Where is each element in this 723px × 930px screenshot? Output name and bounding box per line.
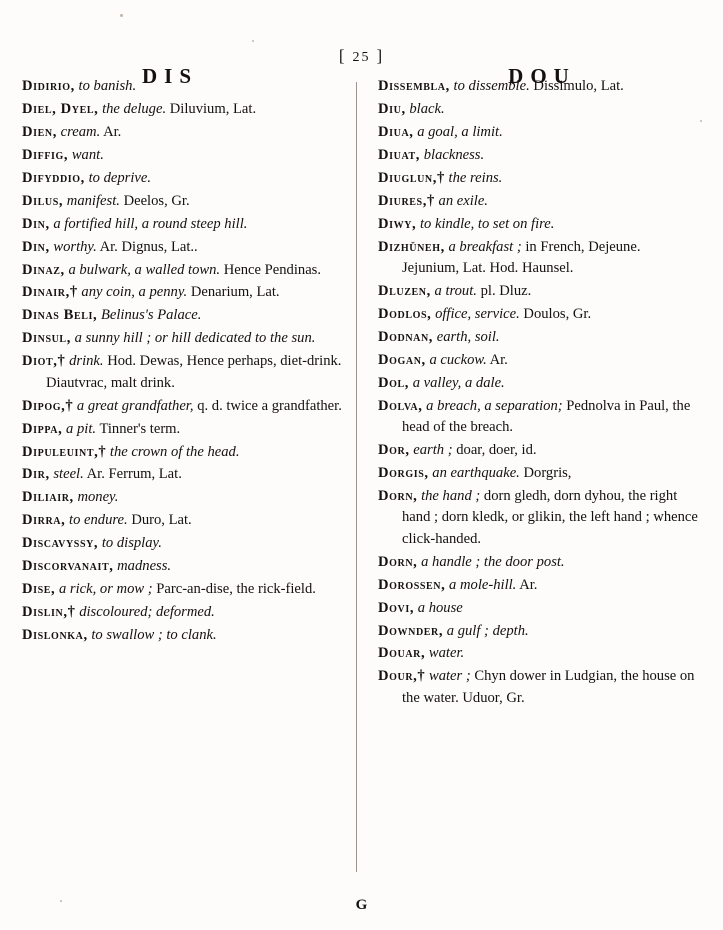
dictionary-entry [378,486,698,550]
dictionary-entry [22,237,342,258]
entry-definition: blackness. [423,146,485,163]
entry-headword: Diuat, [378,146,421,163]
entry-definition: a gulf ; depth. [446,622,529,639]
entry-definition: a fortified hill, a round steep hill. [53,215,248,232]
entry-headword: Dinair,† [22,284,78,301]
entry-headword: Dislonka, [22,627,88,643]
paper-speck [700,120,702,122]
entry-definition: to kindle, to set on fire. [419,215,555,232]
entry-headword: Dislin,† [22,604,76,621]
entry-etymology: Diluvium, Lat. [169,100,257,117]
entry-definition: earth, soil. [436,328,500,345]
entry-headword: Dilus, [22,192,64,209]
entry-headword: Dol, [378,374,410,391]
entry-definition: office, service. [435,305,520,322]
entry-headword: Dluzen, [378,282,431,299]
dictionary-entry [378,99,698,120]
entry-definition: manifest. [66,192,120,209]
entry-headword: Dorossen, [378,576,446,593]
entry-definition: the hand ; [421,487,481,504]
entry-headword: Discorvanait, [22,558,114,575]
dictionary-entry [22,168,342,189]
dictionary-entry [378,145,698,166]
dictionary-entry [378,598,698,619]
entry-etymology: Deelos, Gr. [123,192,190,209]
entry-definition: earth ; [413,442,453,458]
dictionary-entry [378,327,698,348]
dictionary-entry [22,396,342,417]
entry-definition: a cuckow. [429,351,487,368]
entry-headword: Dipuleuint,† [22,443,107,460]
entry-definition: a great grandfather, [76,397,194,414]
signature-mark: G [355,897,368,913]
entry-etymology: Ar. [103,123,122,140]
entry-definition: water. [428,645,465,662]
entry-headword: Discavyssy, [22,535,99,552]
entry-definition: a trout. [434,282,477,299]
entry-definition: want. [71,146,104,163]
entry-headword: Dorn, [378,487,418,504]
entry-etymology: Ar. Ferrum, Lat. [86,466,182,483]
dictionary-entry [22,351,342,394]
entry-etymology: Hod. Dewas, Hence perhaps, diet-drink. Diautvrac, malt drink. [46,353,342,391]
entry-definition: to display. [101,535,162,552]
entry-etymology: dorn gledh, dorn dyhou, the right hand ; dorn kledk, or glikin, the left hand ; whence click-handed. [402,487,698,547]
dictionary-entry [378,350,698,371]
entry-definition: an earthquake. [432,464,520,481]
entry-etymology: Parc-an-dise, the rick-field. [156,581,316,598]
dictionary-entry [378,373,698,394]
entry-definition: a house [417,599,463,616]
entry-etymology: Duro, Lat. [131,512,192,529]
dictionary-entry [378,168,698,189]
entry-definition: drink. [69,353,104,370]
dictionary-entry [22,556,342,577]
entry-headword: Dour,† [378,668,426,685]
entry-definition: a rick, or mow ; [58,581,153,598]
entry-etymology: Ar. Dignus, Lat.. [99,238,198,255]
entry-headword: Dinaz, [22,261,65,278]
dictionary-entry [22,191,342,212]
dictionary-entry [378,304,698,325]
dictionary-entry [22,419,342,440]
dictionary-entry [378,122,698,143]
entry-etymology: Dissimulo, Lat. [533,78,624,94]
entry-headword: Din, [22,215,50,232]
dictionary-entry [378,643,698,664]
entry-headword: Dissembla, [378,78,450,94]
entry-headword: Dodlos, [378,305,432,322]
dictionary-entry [22,145,342,166]
entry-etymology: in French, Dejeune. Jejunium, Lat. Hod. Haunsel. [402,238,641,276]
entry-definition: to deprive. [88,169,152,186]
entry-headword: Diel, Dyel, [22,100,99,117]
dictionary-entry [22,99,342,120]
dictionary-entry [22,260,342,281]
folio-page-number: 25 [352,50,371,65]
entry-etymology: Chyn dower in Ludgian, the house on the water. Uduor, Gr. [402,668,695,706]
entry-headword: Dogan, [378,351,426,368]
entry-definition: to endure. [69,512,128,529]
dictionary-entry [378,666,698,709]
entry-headword: Dolva, [378,397,423,414]
entry-definition: cream. [60,123,101,140]
entry-etymology: Ar. [519,576,538,593]
entry-headword: Diuglun,† [378,169,445,186]
dictionary-entry [22,579,342,600]
dictionary-entry [378,440,698,461]
dictionary-entry [22,214,342,235]
entry-definition: water ; [428,668,471,685]
entry-headword: Dovi, [378,599,415,616]
entry-definition: a sunny hill ; or hill dedicated to the sun. [74,330,316,347]
entry-definition: worthy. [53,238,97,255]
right-column [378,76,698,711]
entry-definition: the reins. [448,169,503,186]
entry-definition: to dissemble. [453,78,530,94]
left-column [22,76,342,648]
entry-headword: Diu, [378,100,406,117]
entry-definition: the crown of the head. [109,443,240,460]
entry-headword: Dorgis, [378,464,429,481]
entry-etymology: pl. Dluz. [480,282,532,299]
entry-definition: a goal, a limit. [417,123,503,140]
entry-definition: black. [409,100,445,117]
dictionary-entry [378,621,698,642]
entry-headword: Diot,† [22,353,66,370]
column-divider-rule [356,82,357,872]
dictionary-entry [22,625,342,646]
entry-headword: Diffig, [22,146,69,163]
entry-etymology: Doulos, Gr. [523,305,592,322]
paper-speck [60,900,62,902]
dictionary-entry [22,533,342,554]
entry-definition: a pit. [66,420,97,437]
entry-headword: Douar, [378,645,426,662]
entry-etymology: q. d. twice a grandfather. [197,397,342,414]
entry-definition: money. [77,489,119,506]
dictionary-entry [22,328,342,349]
entry-headword: Dise, [22,581,56,598]
entry-definition: a bulwark, a walled town. [68,261,221,278]
entry-etymology: Dorgris, [523,464,572,481]
entry-definition: discoloured; deformed. [79,604,215,621]
entry-headword: Diua, [378,123,414,140]
dictionary-entry [22,76,342,97]
entry-definition: an exile. [438,192,488,209]
entry-headword: Din, [22,238,50,255]
running-head-right: DOU [508,64,576,88]
dictionary-entry [378,191,698,212]
entry-headword: Diwy, [378,215,417,232]
entry-definition: to banish. [78,78,137,94]
dictionary-entry [22,442,342,463]
entry-headword: Dipog,† [22,397,74,414]
entry-headword: Dippa, [22,420,63,437]
entry-etymology: doar, doer, id. [456,442,537,458]
entry-headword: Dinas Beli, [22,307,98,324]
dictionary-entry [378,575,698,596]
entry-etymology: Denarium, Lat. [190,284,280,301]
dictionary-entry [378,237,698,280]
entry-definition: steel. [53,466,84,483]
dictionary-entry [22,305,342,326]
entry-definition: a breakfast ; [448,238,522,255]
dictionary-entry [22,122,342,143]
entry-headword: Dorn, [378,553,418,570]
entry-headword: Dir, [22,466,50,483]
entry-definition: to swallow ; to clank. [91,627,217,643]
entry-etymology: Pednolva in Paul, the head of the breach. [402,397,691,436]
paper-speck [120,14,123,17]
dictionary-entry [22,602,342,623]
entry-definition: a mole-hill. [449,576,517,593]
entry-headword: Difyddio, [22,169,85,186]
entry-headword: Dien, [22,123,57,140]
dictionary-entry [22,464,342,485]
dictionary-entry [378,552,698,573]
entry-definition: Belinus's Palace. [100,307,202,324]
entry-headword: Dor, [378,442,410,458]
entry-definition: any coin, a penny. [81,284,188,301]
dictionary-entry [22,282,342,303]
entry-headword: Dodnan, [378,328,434,345]
dictionary-entry [378,463,698,484]
entry-headword: Dizhŭneh, [378,238,445,255]
dictionary-entry [22,487,342,508]
entry-headword: Dirra, [22,512,66,529]
entry-etymology: Hence Pendinas. [223,261,321,278]
paper-speck [252,40,254,42]
dictionary-entry [378,214,698,235]
folio-number [0,46,723,66]
dictionary-entry [22,510,342,531]
text-columns [0,76,723,888]
entry-definition: the deluge. [102,100,167,117]
folio-open-bracket: [ [338,46,347,65]
entry-headword: Diures,† [378,192,435,209]
dictionary-entry [378,76,698,97]
folio-close-bracket: ] [376,46,385,65]
entry-headword: Downder, [378,622,444,639]
entry-headword: Diliair, [22,489,74,506]
entry-headword: Didirio, [22,78,75,94]
entry-definition: a handle ; the door post. [421,553,565,570]
entry-etymology: Ar. [489,351,508,368]
entry-definition: a valley, a dale. [412,374,505,391]
dictionary-entry [378,281,698,302]
entry-definition: a breach, a separation; [426,397,563,414]
entry-etymology: Tinner's term. [99,420,181,437]
dictionary-entry [378,396,698,439]
entry-definition: madness. [117,558,172,575]
entry-headword: Dinsul, [22,330,71,347]
running-head-left: DIS [141,64,199,88]
